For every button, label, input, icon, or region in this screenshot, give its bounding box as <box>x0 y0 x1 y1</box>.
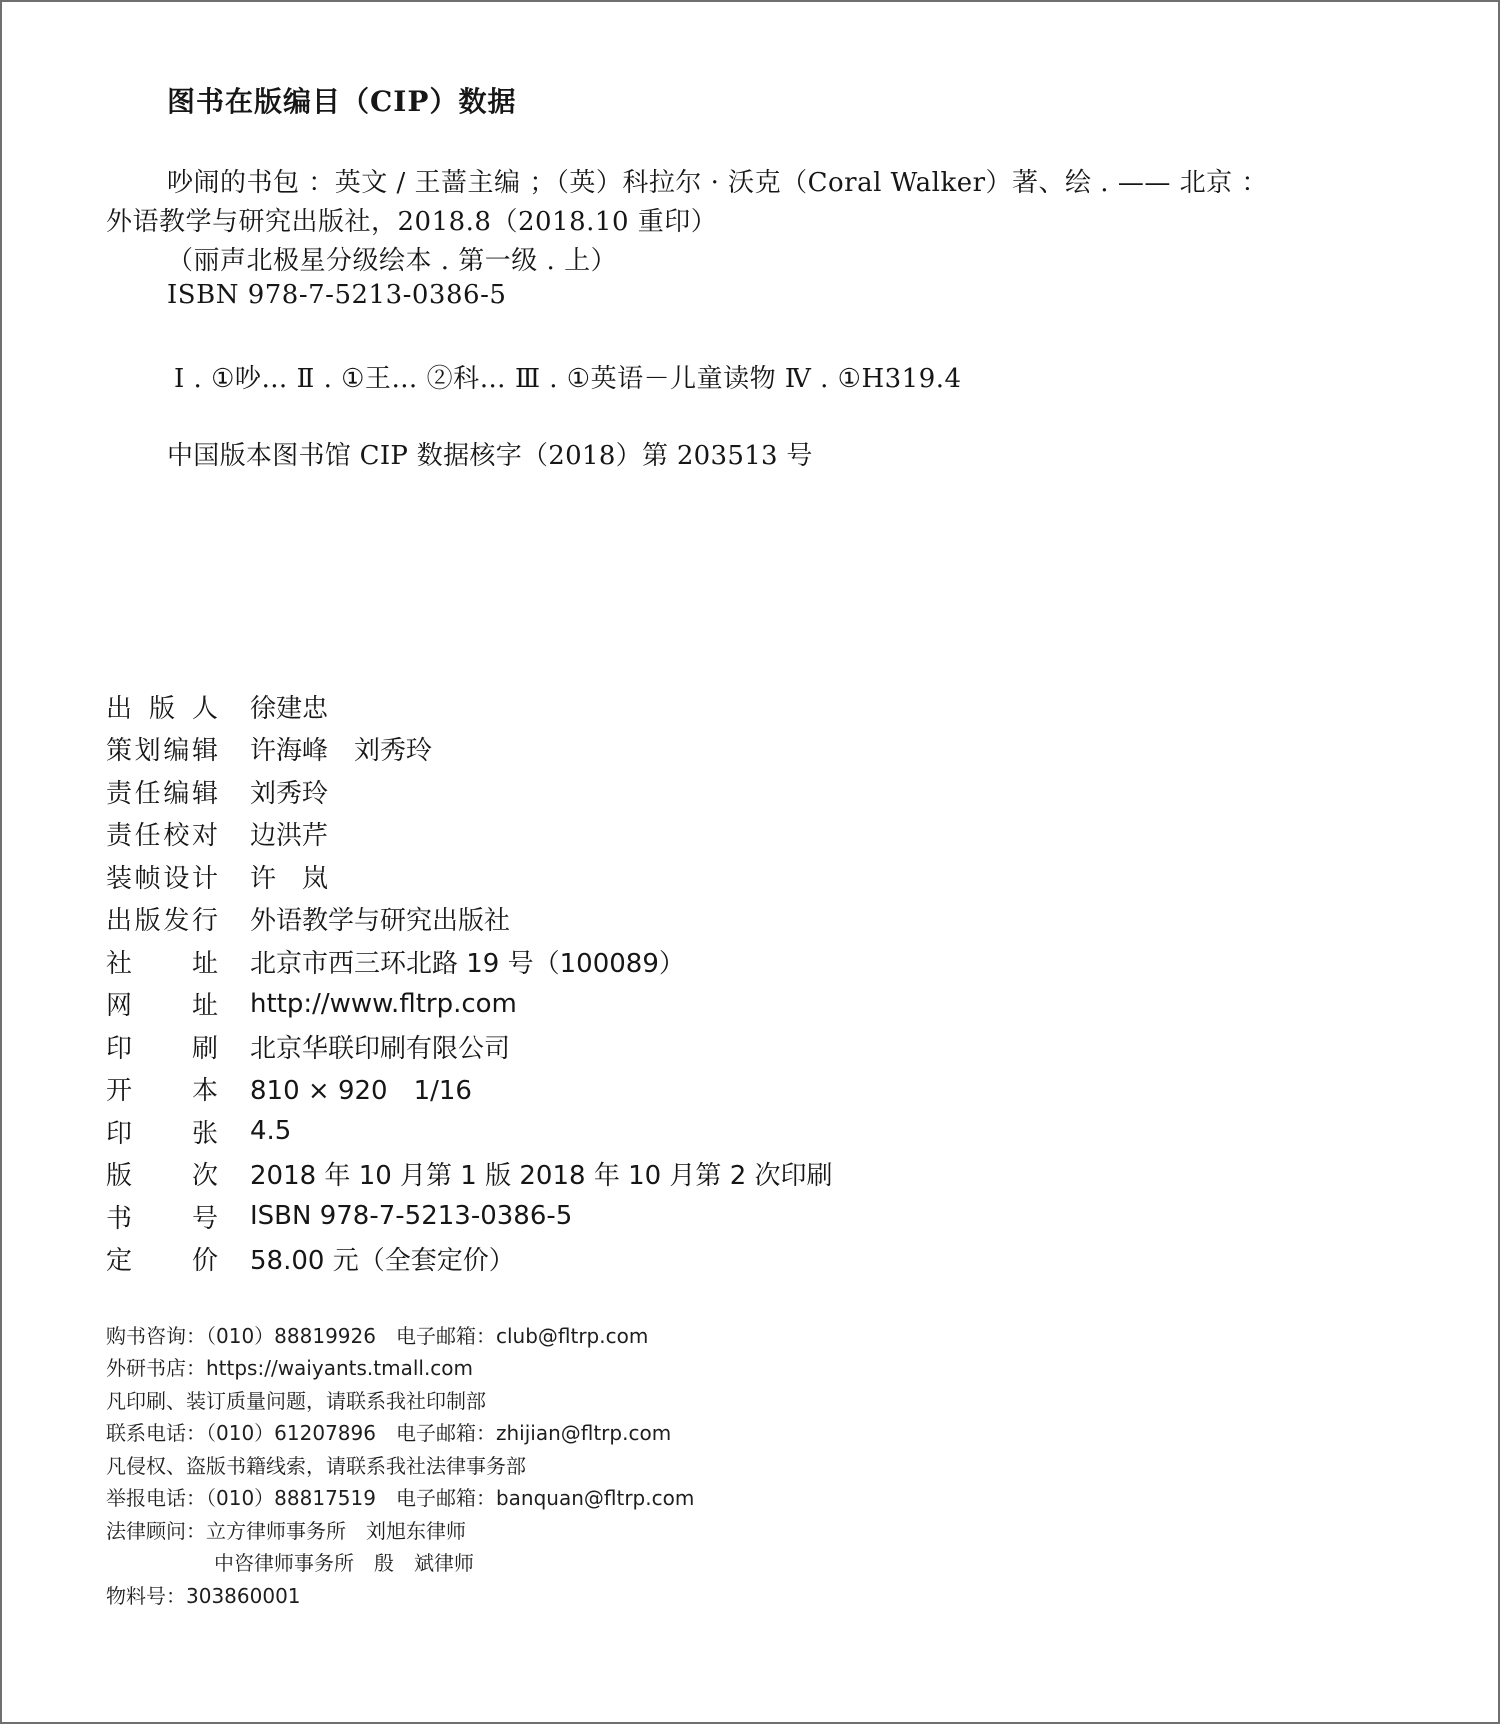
cip-classification: Ⅰ . ①吵… Ⅱ . ①王… ②科… Ⅲ . ①英语－儿童读物 Ⅳ . ①H319.4 <box>174 364 962 394</box>
credit-label: 责 任 编 辑 <box>106 778 218 809</box>
credit-row-distributor <box>106 898 833 941</box>
credit-row-publisher <box>106 685 833 728</box>
credit-value: ISBN 978-7-5213-0386-5 <box>250 1201 573 1232</box>
credit-row-designer <box>106 855 833 898</box>
info-legal-counsel: 法律顾问：立方律师事务所 刘旭东律师 <box>106 1518 466 1543</box>
credit-value: 许 岚 <box>250 863 329 894</box>
credit-value: 许海峰 刘秀玲 <box>250 736 433 767</box>
cip-title: 图书在版编目（CIP）数据 <box>167 85 517 118</box>
cip-entry-line-2: 外语教学与研究出版社，2018.8（2018.10 重印） <box>106 207 718 237</box>
credit-label: 开 本 <box>106 1076 218 1107</box>
credit-value: 外语教学与研究出版社 <box>250 906 511 937</box>
cip-series-line: （丽声北极星分级绘本 . 第一级 . 上） <box>167 246 618 276</box>
credit-row-edition <box>106 1153 833 1196</box>
credit-value-website: http://www.fltrp.com <box>250 988 517 1019</box>
cip-entry-line-1: 吵闹的书包 ：英文 / 王蔷主编 ；（英）科拉尔 · 沃克（Coral Walker）著、绘 . —— 北京 ： <box>167 168 1268 198</box>
credit-label: 网 址 <box>106 991 218 1022</box>
credit-row-address <box>106 940 833 983</box>
credit-value: 4.5 <box>250 1116 292 1147</box>
credit-row-format <box>106 1068 833 1111</box>
credit-label: 策 划 编 辑 <box>106 736 218 767</box>
credit-label: 印 张 <box>106 1118 218 1149</box>
credit-label: 责 任 校 对 <box>106 821 218 852</box>
credit-label: 版 次 <box>106 1161 218 1192</box>
credit-label: 出 版 人 <box>106 693 218 724</box>
info-piracy-contact: 举报电话：（010）88817519 电子邮箱：banquan@fltrp.com <box>106 1486 695 1511</box>
credit-row-responsible-editor <box>106 770 833 813</box>
credit-label: 社 址 <box>106 948 218 979</box>
credit-row-website <box>106 983 833 1026</box>
credit-row-sheets <box>106 1110 833 1153</box>
credit-row-printer <box>106 1025 833 1068</box>
credit-value: 810 × 920 1/16 <box>250 1076 472 1107</box>
credit-value: 北京市西三环北路 19 号（100089） <box>250 948 685 979</box>
cip-isbn: ISBN 978-7-5213-0386-5 <box>167 280 507 310</box>
info-quality-contact: 联系电话：（010）61207896 电子邮箱：zhijian@fltrp.com <box>106 1421 672 1446</box>
credit-label: 印 刷 <box>106 1033 218 1064</box>
cip-approval-number: 中国版本图书馆 CIP 数据核字（2018）第 203513 号 <box>167 441 813 471</box>
info-quality-notice: 凡印刷、装订质量问题，请联系我社印制部 <box>106 1388 486 1413</box>
info-purchase-inquiry: 购书咨询：（010）88819926 电子邮箱：club@fltrp.com <box>106 1323 649 1348</box>
info-material-number: 物料号：303860001 <box>106 1583 301 1608</box>
credit-row-planning-editor <box>106 728 833 771</box>
credit-value: 边洪芹 <box>250 821 329 852</box>
info-legal-counsel-2: 中咨律师事务所 殷 斌律师 <box>214 1551 474 1576</box>
credit-row-proofreader <box>106 813 833 856</box>
credit-row-isbn <box>106 1195 833 1238</box>
credit-value: 58.00 元（全套定价） <box>250 1246 515 1277</box>
credit-value: 2018 年 10 月第 1 版 2018 年 10 月第 2 次印刷 <box>250 1161 833 1192</box>
credit-value: 徐建忠 <box>250 693 329 724</box>
credit-label: 装 帧 设 计 <box>106 863 218 894</box>
credit-label: 定 价 <box>106 1246 218 1277</box>
credit-label: 书 号 <box>106 1203 218 1234</box>
contact-info <box>106 1318 694 1611</box>
credit-row-price <box>106 1238 833 1281</box>
credit-label: 出 版 发 行 <box>106 906 218 937</box>
credit-value: 北京华联印刷有限公司 <box>250 1033 511 1064</box>
info-piracy-notice: 凡侵权、盗版书籍线索，请联系我社法律事务部 <box>106 1453 526 1478</box>
info-online-store: 外研书店：https://waiyants.tmall.com <box>106 1356 474 1381</box>
credit-value: 刘秀玲 <box>250 778 329 809</box>
credits-table <box>106 685 833 1280</box>
